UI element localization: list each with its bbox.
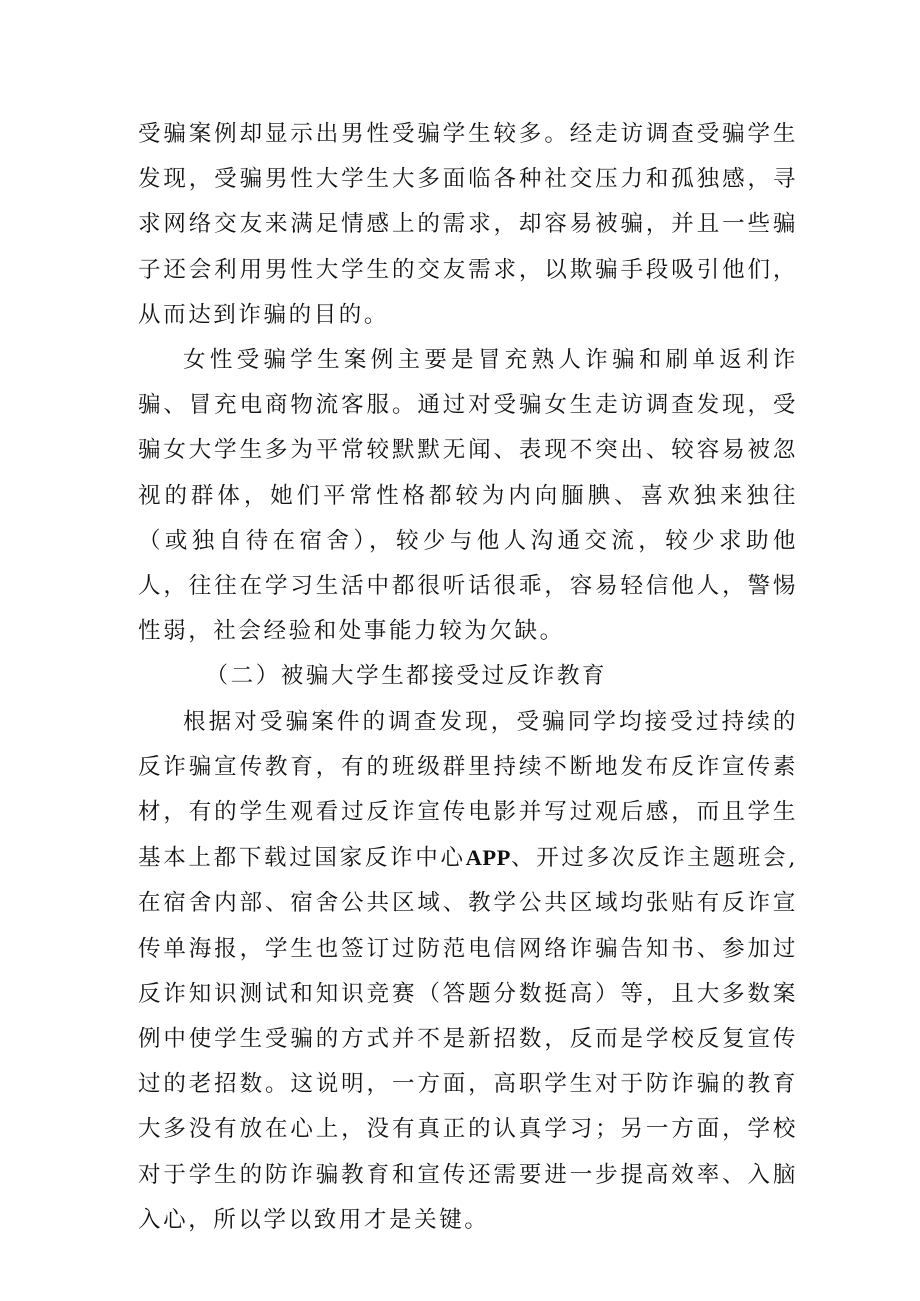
paragraph-3-text-part-2: 、开过多次反诈主题班会,在宿舍内部、宿舍公共区域、教学公共区域均张贴有反诈宣传单海报，学生也签订过防范电信网络诈骗告知书、参加过反诈知识测试和知识竞赛（答题分数挺高）等，且大多数案例中使学生受骗的方式并不是新招数，反而是学校反复宣传过的老招数。这说明，一方面，高职学生对于防诈骗的教育大多没有放在心上，没有真正的认真学习；另一方面，学校对于学生的防诈骗教育和宣传还需要进一步提高效率、入脑入心，所以学以致用才是关键。 [138,845,798,1233]
paragraph-anti-fraud-education [138,700,798,1243]
paragraph-female-victims: 女性受骗学生案例主要是冒充熟人诈骗和刷单返利诈骗、冒充电商物流客服。通过对受骗女生走访调查发现，受骗女大学生多为平常较默默无闻、表现不突出、较容易被忽视的群体，她们平常性格都较为内向腼腆、喜欢独来独往（或独自待在宿舍），较少与他人沟通交流，较少求助他人，往往在学习生活中都很听话很乖，容易轻信他人，警惕性弱，社会经验和处事能力较为欠缺。 [138,347,798,645]
document-body [138,112,798,1243]
paragraph-3-text-part-1: 根据对受骗案件的调查发现，受骗同学均接受过持续的反诈骗宣传教育，有的班级群里持续不断地发布反诈宣传素材，有的学生观看过反诈宣传电影并写过观后感，而且学生基本上都下载过国家反诈中心 [138,708,798,872]
paragraph-male-victims: 受骗案例却显示出男性受骗学生较多。经走访调查受骗学生发现，受骗男性大学生大多面临各种社交压力和孤独感，寻求网络交友来满足情感上的需求，却容易被骗，并且一些骗子还会利用男性大学生的交友需求，以欺骗手段吸引他们，从而达到诈骗的目的。 [138,121,798,328]
app-term: APP [465,845,511,871]
section-heading: （二）被骗大学生都接受过反诈教育 [205,663,608,690]
